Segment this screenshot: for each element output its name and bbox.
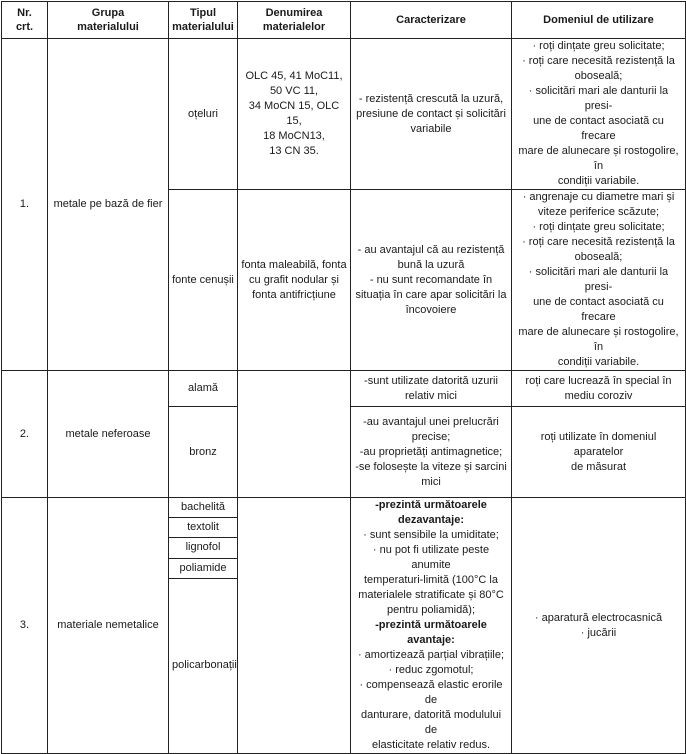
row3-domeniu: · aparatură electrocasnică · jucării	[512, 498, 686, 754]
table-row-bachelita	[2, 498, 686, 518]
row2-nr: 2.	[2, 371, 48, 498]
row2-grupa: metale neferoase	[48, 371, 169, 498]
header-row	[2, 2, 686, 39]
otel-denumire: OLC 45, 41 MoC11, 50 VC 11, 34 MoCN 15, OLC 15, 18 MoCN13, 13 CN 35.	[238, 39, 351, 190]
fonta-caracterizare: - au avantajul că au rezistență bună la uzură - nu sunt recomandate în situația în care apar solicitări la încovoiere	[351, 190, 512, 371]
avantaje-text: · amortizează parțial vibrațiile; · reduc zgomotul; · compensează elastic erorile de danturare, datorită modulului de elasticitate relativ redus.	[357, 649, 505, 751]
tip-lignofol: lignofol	[169, 538, 238, 558]
bronz-tip: bronz	[169, 407, 238, 498]
row2-denumire	[238, 371, 351, 498]
alama-tip: alamă	[169, 371, 238, 407]
fonta-domeniu: · angrenaje cu diametre mari și viteze periferice scăzute; · roți dințate greu solicitate; · roți care necesită rezistență la oboseală; · solicitări mari ale danturii la presi- une de contact asociată cu frecare mare de alunecare și rostogolire, în condiții variabile.	[512, 190, 686, 371]
avantaje-title: -prezintă următoarele avantaje:	[375, 619, 487, 646]
tip-policarbonati: policarbonații	[169, 578, 238, 753]
dezavantaje-text: · sunt sensibile la umiditate; · nu pot fi utilizate peste anumite temperaturi-limită (100°C la materialele stratificate și 80°C pentru poliamidă);	[358, 529, 504, 616]
header-nr: Nr. crt.	[2, 2, 48, 39]
row3-denumire	[238, 498, 351, 754]
header-caracterizare: Caracterizare	[351, 2, 512, 39]
row3-caracterizare	[351, 498, 512, 754]
otel-tip: oțeluri	[169, 39, 238, 190]
dezavantaje-title: -prezintă următoarele dezavantaje:	[375, 499, 487, 526]
header-denumirea: Denumirea materialelor	[238, 2, 351, 39]
alama-domeniu: roți care lucrează în special în mediu coroziv	[512, 371, 686, 407]
otel-caracterizare: - rezistență crescută la uzură, presiune de contact și solicitări variabile	[351, 39, 512, 190]
tip-textolit: textolit	[169, 518, 238, 538]
row3-grupa: materiale nemetalice	[48, 498, 169, 754]
header-grupa: Grupa materialului	[48, 2, 169, 39]
fonta-denumire: fonta maleabilă, fonta cu grafit nodular și fonta antifricțiune	[238, 190, 351, 371]
tip-bachelita: bachelită	[169, 498, 238, 518]
materials-table	[1, 1, 686, 754]
tip-poliamide: poliamide	[169, 558, 238, 578]
otel-domeniu: · roți dințate greu solicitate; · roți care necesită rezistență la oboseală; · solicitări mari ale danturii la presi- une de contact asociată cu frecare mare de alunecare și rostogolire, în condiții variabile.	[512, 39, 686, 190]
header-domeniu: Domeniul de utilizare	[512, 2, 686, 39]
bronz-domeniu: roți utilizate în domeniul aparatelor de măsurat	[512, 407, 686, 498]
row1-grupa: metale pe bază de fier	[48, 39, 169, 371]
fonta-tip: fonte cenușii	[169, 190, 238, 371]
header-tipul: Tipul materialului	[169, 2, 238, 39]
row1-nr: 1.	[2, 39, 48, 371]
table-row-alama	[2, 371, 686, 407]
row3-nr: 3.	[2, 498, 48, 754]
bronz-caracterizare: -au avantajul unei prelucrări precise; -au proprietăți antimagnetice; -se folosește la viteze și sarcini mici	[351, 407, 512, 498]
table-row-otel	[2, 39, 686, 190]
alama-caracterizare: -sunt utilizate datorită uzurii relativ mici	[351, 371, 512, 407]
